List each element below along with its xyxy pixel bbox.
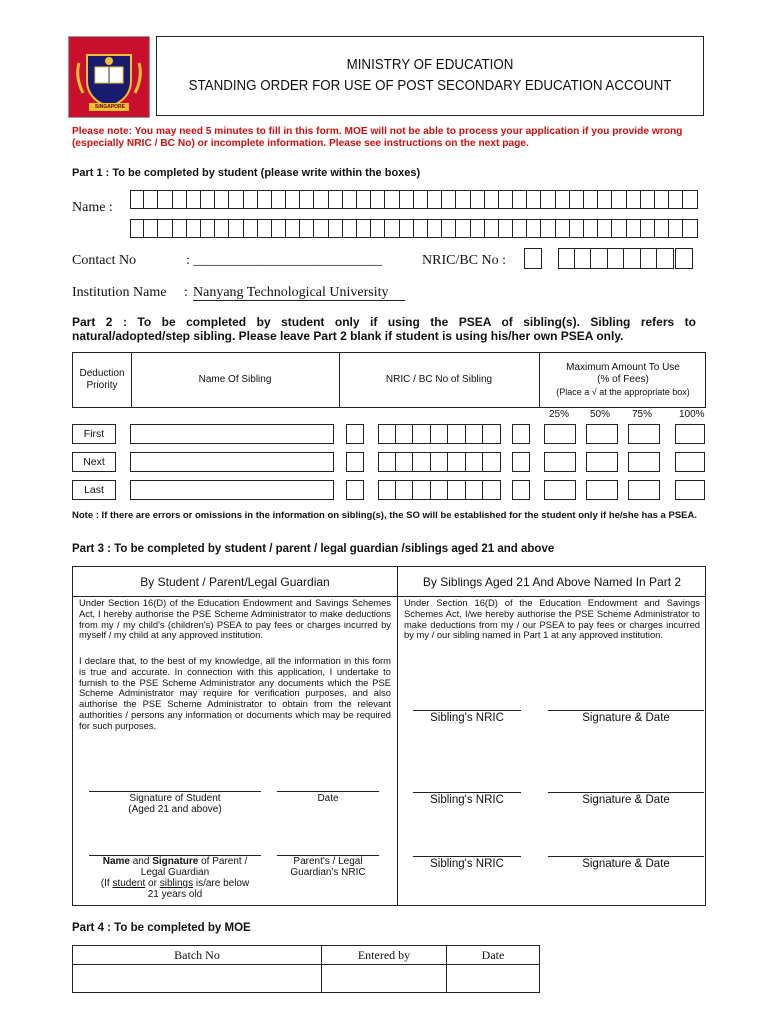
char-box[interactable] bbox=[173, 190, 187, 209]
student-signature-label: Signature of Student bbox=[129, 793, 221, 804]
char-box[interactable] bbox=[608, 248, 625, 269]
checkbox-50-last[interactable] bbox=[586, 480, 618, 500]
char-box[interactable] bbox=[541, 219, 555, 238]
char-box[interactable] bbox=[657, 248, 674, 269]
char-box[interactable] bbox=[448, 452, 466, 472]
char-box[interactable] bbox=[513, 219, 527, 238]
char-box[interactable] bbox=[448, 480, 466, 500]
moe-table bbox=[72, 945, 540, 993]
contact-label: Contact No bbox=[72, 253, 137, 268]
ministry-title: MINISTRY OF EDUCATION bbox=[346, 57, 514, 73]
parent-guardian-label: Legal Guardian bbox=[140, 867, 210, 878]
col-entered-by: Entered by bbox=[357, 948, 411, 962]
char-box[interactable] bbox=[627, 190, 641, 209]
moe-crest bbox=[68, 36, 150, 118]
checkbox-75-last[interactable] bbox=[628, 480, 660, 500]
char-box[interactable] bbox=[413, 480, 431, 500]
sibling3-nric-line[interactable] bbox=[413, 856, 521, 857]
char-box[interactable] bbox=[612, 219, 626, 238]
char-box[interactable] bbox=[130, 219, 144, 238]
char-box[interactable] bbox=[591, 248, 608, 269]
char-box[interactable] bbox=[414, 190, 428, 209]
parent-nric-label-2: Guardian's NRIC bbox=[290, 867, 366, 878]
char-box[interactable] bbox=[431, 480, 449, 500]
parent-age-label: 21 years old bbox=[147, 889, 203, 900]
char-box[interactable] bbox=[556, 190, 570, 209]
name-boxes-row1[interactable] bbox=[130, 190, 698, 209]
char-box[interactable] bbox=[396, 452, 414, 472]
batch-no-cell[interactable] bbox=[73, 965, 321, 993]
char-box[interactable] bbox=[413, 424, 431, 444]
char-box[interactable] bbox=[471, 190, 485, 209]
char-box[interactable] bbox=[627, 219, 641, 238]
col-sibling-nric: NRIC / BC No of Sibling bbox=[385, 374, 493, 385]
sibling-nric-digits-next[interactable] bbox=[378, 452, 501, 472]
nric-prefix-box[interactable] bbox=[524, 248, 542, 269]
nric-label: NRIC/BC No : bbox=[422, 253, 507, 268]
sibling-nric-suffix-next[interactable] bbox=[512, 452, 530, 472]
student-age-label: (Aged 21 and above) bbox=[128, 804, 222, 815]
char-box[interactable] bbox=[456, 219, 470, 238]
char-box[interactable] bbox=[385, 219, 399, 238]
sibling-nric-digits-last[interactable] bbox=[378, 480, 501, 500]
char-box[interactable] bbox=[541, 190, 555, 209]
char-box[interactable] bbox=[244, 190, 258, 209]
parent-condition-label: (If student or siblings is/are below bbox=[100, 878, 250, 889]
char-box[interactable] bbox=[272, 219, 286, 238]
checkbox-50-next[interactable] bbox=[586, 452, 618, 472]
sibling1-signature-label: Signature & Date bbox=[582, 712, 670, 724]
char-box[interactable] bbox=[343, 219, 357, 238]
sibling1-signature-line[interactable] bbox=[548, 710, 704, 711]
left-authorisation: Under Section 16(D) of the Education Endowment and Savings Schemes Act, I hereby authorise the PSE Scheme Administrator to make deductions from my / my child's (children's) PSEA to pay fees or charges incurred by myself / my child at any approved institution. bbox=[79, 597, 391, 641]
char-box[interactable] bbox=[286, 219, 300, 238]
parent-signature-label: Name and Signature of Parent / bbox=[102, 856, 248, 867]
char-box[interactable] bbox=[378, 452, 396, 472]
char-box[interactable] bbox=[258, 219, 272, 238]
sibling3-signature-line[interactable] bbox=[548, 856, 704, 857]
char-box[interactable] bbox=[624, 248, 641, 269]
sibling2-signature-line[interactable] bbox=[548, 792, 704, 793]
char-box[interactable] bbox=[499, 190, 513, 209]
char-box[interactable] bbox=[584, 190, 598, 209]
pct-25: 25% bbox=[549, 409, 570, 420]
char-box[interactable] bbox=[385, 190, 399, 209]
char-box[interactable] bbox=[378, 424, 396, 444]
checkbox-25-next[interactable] bbox=[544, 452, 576, 472]
char-box[interactable] bbox=[400, 219, 414, 238]
char-box[interactable] bbox=[471, 219, 485, 238]
sibling-name-first[interactable] bbox=[130, 424, 334, 444]
char-box[interactable] bbox=[641, 219, 655, 238]
crest-text: SINGAPORE bbox=[94, 104, 125, 110]
char-box[interactable] bbox=[485, 190, 499, 209]
char-box[interactable] bbox=[329, 190, 343, 209]
char-box[interactable] bbox=[158, 190, 172, 209]
char-box[interactable] bbox=[357, 219, 371, 238]
char-box[interactable] bbox=[215, 190, 229, 209]
checkbox-50-first[interactable] bbox=[586, 424, 618, 444]
right-authorisation: Under Section 16(D) of the Education Endowment and Savings Schemes Act, I/we hereby authorise the PSE Scheme Administrator to make deductions from my / our PSEA to pay fees or charges incurred by my / our sibling named in Part 1 at any approved institution. bbox=[404, 597, 700, 641]
sibling3-signature-label: Signature & Date bbox=[582, 858, 670, 870]
left-declaration: I declare that, to the best of my knowledge, all the information in this form is true and accurate. In connection with this application, I undertake to furnish to the PSE Scheme Administrator any documents which the PSE Scheme Administrator may require for verification purposes, and also authorise the PSE Scheme Administrator to obtain from the relevant authorities / persons any information or documents which may be required for such purposes. bbox=[79, 655, 391, 731]
char-box[interactable] bbox=[483, 452, 501, 472]
pct-75: 75% bbox=[632, 409, 653, 420]
char-box[interactable] bbox=[378, 480, 396, 500]
char-box[interactable] bbox=[448, 424, 466, 444]
char-box[interactable] bbox=[598, 219, 612, 238]
char-box[interactable] bbox=[396, 480, 414, 500]
char-box[interactable] bbox=[413, 452, 431, 472]
char-box[interactable] bbox=[130, 190, 144, 209]
char-box[interactable] bbox=[258, 190, 272, 209]
nric-digit-boxes[interactable] bbox=[558, 248, 674, 269]
char-box[interactable] bbox=[371, 190, 385, 209]
char-box[interactable] bbox=[300, 190, 314, 209]
char-box[interactable] bbox=[371, 219, 385, 238]
char-box[interactable] bbox=[575, 248, 592, 269]
char-box[interactable] bbox=[483, 480, 501, 500]
sibling1-nric-label: Sibling's NRIC bbox=[430, 712, 504, 724]
char-box[interactable] bbox=[314, 219, 328, 238]
pct-100: 100% bbox=[679, 409, 705, 420]
char-box[interactable] bbox=[201, 219, 215, 238]
char-box[interactable] bbox=[144, 190, 158, 209]
char-box[interactable] bbox=[300, 219, 314, 238]
char-box[interactable] bbox=[428, 219, 442, 238]
char-box[interactable] bbox=[229, 219, 243, 238]
checkbox-75-first[interactable] bbox=[628, 424, 660, 444]
char-box[interactable] bbox=[442, 219, 456, 238]
char-box[interactable] bbox=[466, 480, 484, 500]
form-title: STANDING ORDER FOR USE OF POST SECONDARY EDUCATION ACCOUNT bbox=[188, 78, 672, 94]
student-signature-line[interactable] bbox=[89, 791, 261, 792]
char-box[interactable] bbox=[527, 219, 541, 238]
char-box[interactable] bbox=[201, 190, 215, 209]
right-title: By Siblings Aged 21 And Above Named In Part 2 bbox=[422, 575, 682, 589]
char-box[interactable] bbox=[244, 219, 258, 238]
char-box[interactable] bbox=[215, 219, 229, 238]
checkbox-25-first[interactable] bbox=[544, 424, 576, 444]
char-box[interactable] bbox=[286, 190, 300, 209]
part3-box bbox=[72, 566, 706, 906]
char-box[interactable] bbox=[314, 190, 328, 209]
char-box[interactable] bbox=[513, 190, 527, 209]
col-sibling-name: Name Of Sibling bbox=[198, 374, 272, 385]
char-box[interactable] bbox=[527, 190, 541, 209]
parent-nric-label-1: Parent's / Legal bbox=[293, 856, 363, 867]
char-box[interactable] bbox=[483, 424, 501, 444]
char-box[interactable] bbox=[669, 219, 683, 238]
char-box[interactable] bbox=[343, 190, 357, 209]
char-box[interactable] bbox=[570, 190, 584, 209]
date-cell[interactable] bbox=[447, 965, 539, 993]
char-box[interactable] bbox=[598, 190, 612, 209]
part2-note: Note : If there are errors or omissions in the information on sibling(s), the SO will be established for the student only if he/she has a PSEA. bbox=[72, 510, 697, 521]
char-box[interactable] bbox=[329, 219, 343, 238]
part2-heading: Part 2 : To be completed by student only if using the PSEA of sibling(s). Sibling refers to natural/adopted/step sibling. Please leave Part 2 blank if student is using his/her own PSEA only. bbox=[72, 315, 696, 343]
char-box[interactable] bbox=[556, 219, 570, 238]
sibling-nric-digits-first[interactable] bbox=[378, 424, 501, 444]
title-box bbox=[156, 36, 704, 116]
institution-value[interactable]: Nanyang Technological University bbox=[193, 285, 405, 301]
student-date-line[interactable] bbox=[277, 791, 379, 792]
sibling-nric-prefix-next[interactable] bbox=[346, 452, 364, 472]
char-box[interactable] bbox=[158, 219, 172, 238]
checkbox-25-last[interactable] bbox=[544, 480, 576, 500]
sibling2-nric-line[interactable] bbox=[413, 792, 521, 793]
char-box[interactable] bbox=[485, 219, 499, 238]
sibling-nric-prefix-first[interactable] bbox=[346, 424, 364, 444]
col-priority: Deduction Priority bbox=[79, 368, 125, 391]
name-label: Name : bbox=[72, 200, 113, 215]
char-box[interactable] bbox=[272, 190, 286, 209]
contact-field[interactable]: : ___________________________ bbox=[186, 253, 383, 268]
col-date: Date bbox=[481, 948, 505, 962]
char-box[interactable] bbox=[187, 190, 201, 209]
checkbox-100-last[interactable] bbox=[675, 480, 705, 500]
sibling-nric-suffix-first[interactable] bbox=[512, 424, 530, 444]
sibling2-signature-label: Signature & Date bbox=[582, 794, 670, 806]
sibling3-nric-label: Sibling's NRIC bbox=[430, 858, 504, 870]
entered-by-cell[interactable] bbox=[322, 965, 446, 993]
char-box[interactable] bbox=[173, 219, 187, 238]
pct-50: 50% bbox=[590, 409, 611, 420]
char-box[interactable] bbox=[357, 190, 371, 209]
char-box[interactable] bbox=[229, 190, 243, 209]
char-box[interactable] bbox=[584, 219, 598, 238]
char-box[interactable] bbox=[428, 190, 442, 209]
student-date-label: Date bbox=[317, 793, 339, 804]
char-box[interactable] bbox=[683, 219, 697, 238]
part3-heading: Part 3 : To be completed by student / parent / legal guardian /siblings aged 21 and above bbox=[72, 543, 555, 555]
char-box[interactable] bbox=[400, 190, 414, 209]
important-note: Please note: You may need 5 minutes to fill in this form. MOE will not be able to process your application if you provide wrong (especially NRIC / BC No) or incomplete information. Please see instructions on the next page. bbox=[72, 126, 683, 149]
char-box[interactable] bbox=[612, 190, 626, 209]
sibling-name-next[interactable] bbox=[130, 452, 334, 472]
char-box[interactable] bbox=[655, 190, 669, 209]
col-max-amount: Maximum Amount To Use bbox=[566, 362, 680, 373]
sibling-nric-suffix-last[interactable] bbox=[512, 480, 530, 500]
sibling-nric-prefix-last[interactable] bbox=[346, 480, 364, 500]
checkbox-100-first[interactable] bbox=[675, 424, 705, 444]
sibling2-nric-label: Sibling's NRIC bbox=[430, 794, 504, 806]
char-box[interactable] bbox=[396, 424, 414, 444]
col-max-instruction: (Place a √ at the appropriate box) bbox=[556, 387, 690, 397]
part4-heading: Part 4 : To be completed by MOE bbox=[72, 922, 251, 934]
col-max-percent: (% of Fees) bbox=[597, 374, 649, 385]
sibling-table-header bbox=[72, 352, 706, 408]
char-box[interactable] bbox=[456, 190, 470, 209]
char-box[interactable] bbox=[669, 190, 683, 209]
sibling1-nric-line[interactable] bbox=[413, 710, 521, 711]
char-box[interactable] bbox=[558, 248, 575, 269]
char-box[interactable] bbox=[431, 452, 449, 472]
priority-last: Last bbox=[72, 480, 116, 500]
char-box[interactable] bbox=[683, 190, 697, 209]
char-box[interactable] bbox=[187, 219, 201, 238]
char-box[interactable] bbox=[641, 190, 655, 209]
priority-next: Next bbox=[72, 452, 116, 472]
char-box[interactable] bbox=[466, 452, 484, 472]
sibling-name-last[interactable] bbox=[130, 480, 334, 500]
nric-suffix-box[interactable] bbox=[675, 248, 693, 269]
char-box[interactable] bbox=[144, 219, 158, 238]
char-box[interactable] bbox=[414, 219, 428, 238]
name-boxes-row2[interactable] bbox=[130, 219, 698, 238]
priority-first: First bbox=[72, 424, 116, 444]
char-box[interactable] bbox=[442, 190, 456, 209]
institution-label: Institution Name bbox=[72, 285, 167, 300]
char-box[interactable] bbox=[466, 424, 484, 444]
char-box[interactable] bbox=[655, 219, 669, 238]
char-box[interactable] bbox=[431, 424, 449, 444]
char-box[interactable] bbox=[499, 219, 513, 238]
checkbox-100-next[interactable] bbox=[675, 452, 705, 472]
left-title: By Student / Parent/Legal Guardian bbox=[140, 575, 330, 589]
checkbox-75-next[interactable] bbox=[628, 452, 660, 472]
institution-colon: : bbox=[184, 285, 188, 300]
char-box[interactable] bbox=[570, 219, 584, 238]
char-box[interactable] bbox=[641, 248, 658, 269]
part1-heading: Part 1 : To be completed by student (please write within the boxes) bbox=[72, 167, 421, 179]
col-batch-no: Batch No bbox=[174, 948, 220, 962]
